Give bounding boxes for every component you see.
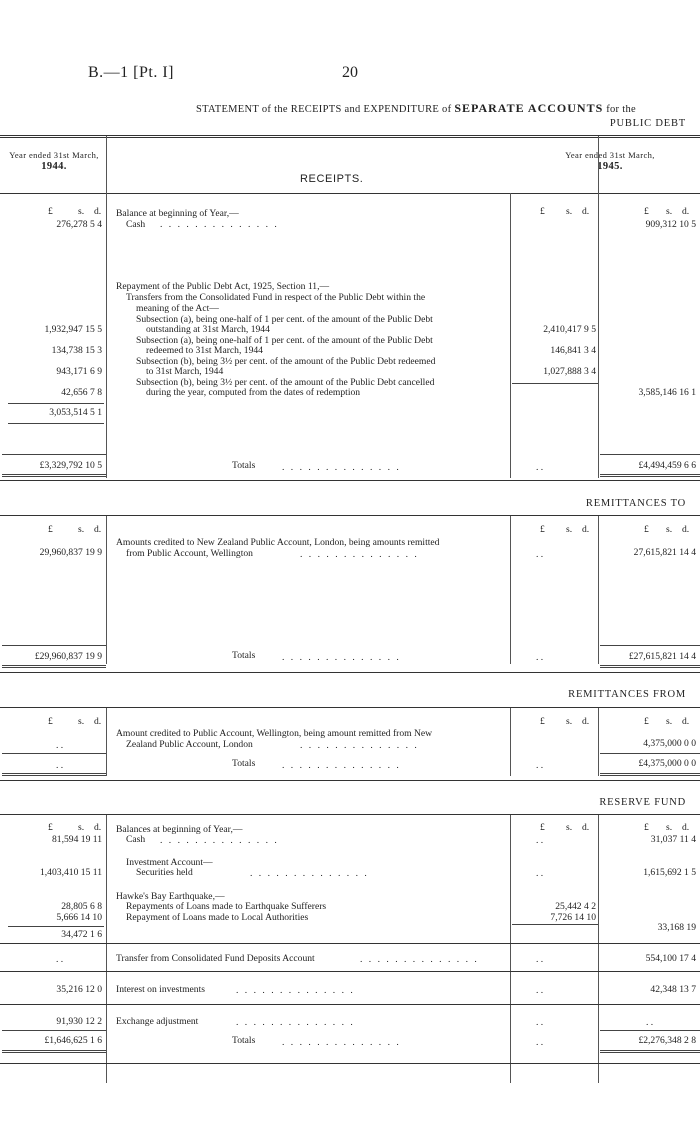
transfers-line2: meaning of the Act— xyxy=(136,303,219,314)
leader-dots: . . . . . . . . . . . . . . xyxy=(236,985,355,996)
leader-dots: . . . . . . . . . . . . . . xyxy=(300,740,419,751)
sub-b2-1944: 42,656 7 8 xyxy=(61,387,102,398)
remit-from-line2: Zealand Public Account, London xyxy=(126,739,253,750)
col-rule xyxy=(106,815,107,1083)
rule xyxy=(2,454,106,455)
table-top-rule xyxy=(0,135,700,138)
leader: . . xyxy=(646,1017,654,1028)
rule xyxy=(2,753,106,754)
leader-dots: . . . . . . . . . . . . . . xyxy=(160,835,279,846)
col-rule xyxy=(510,516,511,664)
rule xyxy=(2,773,106,776)
leader-dots: . . . . . . . . . . . . . . xyxy=(250,868,369,879)
leader-dots: . . . . . . . . . . . . . . xyxy=(236,1017,355,1028)
currency-s: s. xyxy=(78,716,85,727)
leader-dots: . . . . . . . . . . . . . . xyxy=(360,954,479,965)
rule xyxy=(600,474,700,477)
leader-dots: . . . . . . . . . . . . . . xyxy=(282,1037,401,1048)
sub-b1-line1: Subsection (b), being 3½ per cent. of the amount of the Public Debt redeemed xyxy=(136,356,436,367)
remit-from-total-1945: £4,375,000 0 0 xyxy=(638,758,696,769)
col-rule xyxy=(598,454,599,478)
header-rule xyxy=(0,193,700,194)
repay-heading: Repayment of the Public Debt Act, 1925, Section 11,— xyxy=(116,281,330,292)
currency-pound: £ xyxy=(644,206,649,217)
currency-s: s. xyxy=(566,524,573,535)
sub-a2-1945: 146,841 3 4 xyxy=(550,345,596,356)
reserve-total-1945: £2,276,348 2 8 xyxy=(638,1035,696,1046)
currency-d: d. xyxy=(582,822,590,833)
remit-from-1945: 4,375,000 0 0 xyxy=(643,738,696,749)
securities-1944: 1,403,410 15 11 xyxy=(39,867,102,878)
rule xyxy=(600,454,700,455)
exchange-1944: 91,930 12 2 xyxy=(56,1016,102,1027)
rule xyxy=(512,924,598,925)
col-rule xyxy=(106,516,107,664)
currency-d: d. xyxy=(682,524,690,535)
cash-row xyxy=(126,219,145,230)
hawkes-subtotal-1944: 34,472 1 6 xyxy=(61,929,102,940)
currency-pound: £ xyxy=(644,822,649,833)
leader: . . xyxy=(56,760,64,771)
totals-label: Totals xyxy=(232,650,256,661)
subtotal-rule-1944 xyxy=(8,403,104,404)
row-rule xyxy=(0,943,700,944)
col-rule xyxy=(106,454,107,478)
reserve-fund-title: RESERVE FUND xyxy=(599,797,686,808)
remit-from-line1: Amount credited to Public Account, Wellington, being amount remitted from New xyxy=(116,728,433,739)
statement-heading xyxy=(196,101,636,116)
interest-label: Interest on investments xyxy=(116,984,205,995)
leader: . . xyxy=(536,549,544,560)
sub-b2-line2: during the year, computed from the dates of redemption xyxy=(146,387,361,398)
leader: . . xyxy=(536,868,544,879)
subtotal-rule-1944b xyxy=(8,423,104,424)
sub-a1-line2: outstanding at 31st March, 1944 xyxy=(146,324,270,335)
totals-label: Totals xyxy=(232,758,256,769)
section-rule xyxy=(0,814,700,815)
leader: . . xyxy=(536,1037,544,1048)
column-header-1945-year: 1945. xyxy=(597,161,623,172)
currency-pound: £ xyxy=(48,822,53,833)
transfer-1945: 554,100 17 4 xyxy=(645,953,696,964)
remittances-to-title: REMITTANCES TO xyxy=(585,498,686,509)
section-rule xyxy=(0,707,700,708)
currency-d: d. xyxy=(94,206,102,217)
local-1945: 7,726 14 10 xyxy=(550,912,596,923)
local-1944: 5,666 14 10 xyxy=(56,912,102,923)
sub-a2-line2: redeemed to 31st March, 1944 xyxy=(146,345,263,356)
column-header-1945-label: Year ended 31st March, xyxy=(565,150,655,160)
remit-to-total-1945: £27,615,821 14 4 xyxy=(628,651,696,662)
currency-s: s. xyxy=(666,524,673,535)
leader-dots: . . . . . . . . . . . . . . xyxy=(160,219,279,230)
col-rule xyxy=(510,708,511,776)
leader: . . xyxy=(536,985,544,996)
row-rule xyxy=(0,1004,700,1005)
reserve-cash-label: Cash xyxy=(126,834,146,845)
section-rule xyxy=(0,672,700,673)
rule xyxy=(2,645,106,646)
remit-to-line2: from Public Account, Wellington xyxy=(126,548,253,559)
section-rule xyxy=(0,515,700,516)
currency-pound: £ xyxy=(48,716,53,727)
column-header-1944-label: Year ended 31st March, xyxy=(9,150,99,160)
col-rule xyxy=(510,454,511,478)
sub-a2-1944: 134,738 15 3 xyxy=(51,345,102,356)
totals-label: Totals xyxy=(232,1035,256,1046)
section-rule xyxy=(0,780,700,781)
column-header-1945 xyxy=(520,150,700,172)
currency-s: s. xyxy=(566,206,573,217)
rule xyxy=(600,645,700,646)
cash-1944: 276,278 5 4 xyxy=(56,219,102,230)
currency-s: s. xyxy=(666,822,673,833)
sub-a1-line1: Subsection (a), being one-half of 1 per cent. of the amount of the Public Debt xyxy=(136,314,433,325)
leader: . . xyxy=(536,835,544,846)
rule xyxy=(600,753,700,754)
currency-pound: £ xyxy=(644,716,649,727)
remit-to-1944: 29,960,837 19 9 xyxy=(39,547,102,558)
exchange-label: Exchange adjustment xyxy=(116,1016,199,1027)
reserve-cash-1944: 81,594 19 11 xyxy=(51,834,102,845)
currency-s: s. xyxy=(566,716,573,727)
col-rule xyxy=(598,516,599,664)
statement-subtitle: PUBLIC DEBT xyxy=(609,118,686,129)
interest-1945: 42,348 13 7 xyxy=(650,984,696,995)
total-1944: £3,329,792 10 5 xyxy=(39,460,102,471)
rule xyxy=(2,474,106,477)
subtotal-1945: 3,585,146 16 1 xyxy=(638,387,696,398)
currency-d: d. xyxy=(682,822,690,833)
reserve-balance-label: Balances at beginning of Year,— xyxy=(116,824,243,835)
remit-to-line1: Amounts credited to New Zealand Public Account, London, being amounts remitted xyxy=(116,537,440,548)
sub-b1-line2: to 31st March, 1944 xyxy=(146,366,224,377)
currency-pound: £ xyxy=(540,822,545,833)
totals-label: Totals xyxy=(232,460,256,471)
rule xyxy=(2,1050,106,1053)
currency-d: d. xyxy=(682,716,690,727)
column-header-1944-year: 1944. xyxy=(41,161,67,172)
leader: . . xyxy=(536,462,544,473)
currency-s: s. xyxy=(78,206,85,217)
currency-pound: £ xyxy=(540,524,545,535)
statement-bold: SEPARATE ACCOUNTS xyxy=(454,101,604,115)
sufferers-1944: 28,805 6 8 xyxy=(61,901,102,912)
currency-d: d. xyxy=(682,206,690,217)
securities-1945: 1,615,692 1 5 xyxy=(643,867,696,878)
leader: . . xyxy=(536,1017,544,1028)
leader-dots: . . . . . . . . . . . . . . xyxy=(282,760,401,771)
currency-d: d. xyxy=(582,716,590,727)
document-reference: B.—1 [Pt. I] xyxy=(88,64,174,81)
currency-d: d. xyxy=(94,524,102,535)
sub-b2-line1: Subsection (b), being 3½ per cent. of the amount of the Public Debt cancelled xyxy=(136,377,435,388)
hawkes-subtotal-1945: 33,168 19 xyxy=(657,922,696,933)
page-number: 20 xyxy=(342,64,358,81)
column-header-1944 xyxy=(4,150,104,172)
currency-s: s. xyxy=(666,206,673,217)
rule xyxy=(600,1030,700,1031)
securities-label: Securities held xyxy=(136,867,193,878)
transfers-line1: Transfers from the Consolidated Fund in respect of the Public Debt within the xyxy=(126,292,426,303)
currency-d: d. xyxy=(94,716,102,727)
local-authorities-label: Repayment of Loans made to Local Authorities xyxy=(126,912,309,923)
currency-d: d. xyxy=(582,524,590,535)
rule xyxy=(2,1030,106,1031)
currency-s: s. xyxy=(78,524,85,535)
remittances-from-title: REMITTANCES FROM xyxy=(568,689,686,700)
leader: . . xyxy=(536,652,544,663)
currency-pound: £ xyxy=(644,524,649,535)
leader: . . xyxy=(56,740,64,751)
leader-dots: . . . . . . . . . . . . . . xyxy=(282,652,401,663)
col-rule xyxy=(106,708,107,776)
subtotal-rule-1945 xyxy=(512,383,598,384)
currency-s: s. xyxy=(78,822,85,833)
col-rule xyxy=(510,815,511,1083)
row-rule xyxy=(0,971,700,972)
leader-dots: . . . . . . . . . . . . . . xyxy=(300,549,419,560)
reserve-cash-1945: 31,037 11 4 xyxy=(650,834,696,845)
rule xyxy=(8,926,104,927)
cash-label: Cash xyxy=(126,219,146,230)
leader: . . xyxy=(536,760,544,771)
sub-a1-1944: 1,932,947 15 5 xyxy=(44,324,102,335)
leader: . . xyxy=(536,954,544,965)
currency-pound: £ xyxy=(48,206,53,217)
sub-b1-1944: 943,171 6 9 xyxy=(56,366,102,377)
sub-b1-1945: 1,027,888 3 4 xyxy=(543,366,596,377)
leader-dots: . . . . . . . . . . . . . . xyxy=(282,462,401,473)
hawkes-bay-label: Hawke's Bay Earthquake,— xyxy=(116,891,225,902)
rule xyxy=(600,665,700,668)
reserve-total-1944: £1,646,625 1 6 xyxy=(44,1035,102,1046)
currency-pound: £ xyxy=(540,716,545,727)
col-rule-1 xyxy=(106,136,107,454)
total-1945: £4,494,459 6 6 xyxy=(638,460,696,471)
investment-label: Investment Account— xyxy=(126,857,213,868)
currency-d: d. xyxy=(582,206,590,217)
section-rule xyxy=(0,480,700,481)
currency-d: d. xyxy=(94,822,102,833)
sub-a1-1945: 2,410,417 9 5 xyxy=(543,324,596,335)
receipts-heading: RECEIPTS. xyxy=(300,173,364,185)
currency-s: s. xyxy=(666,716,673,727)
col-rule-3 xyxy=(598,136,599,454)
sub-a2-line1: Subsection (a), being one-half of 1 per cent. of the amount of the Public Debt xyxy=(136,335,433,346)
transfer-label: Transfer from Consolidated Fund Deposits Account xyxy=(116,953,315,964)
section-rule xyxy=(0,1063,700,1064)
col-rule xyxy=(598,815,599,1083)
cash-1945: 909,312 10 5 xyxy=(645,219,696,230)
currency-pound: £ xyxy=(48,524,53,535)
statement-text: STATEMENT of the RECEIPTS and EXPENDITURE of xyxy=(196,104,452,115)
balance-label: Balance at beginning of Year,— xyxy=(116,208,239,219)
col-rule xyxy=(598,708,599,776)
currency-s: s. xyxy=(566,822,573,833)
remit-to-total-1944: £29,960,837 19 9 xyxy=(34,651,102,662)
sufferers-label: Repayments of Loans made to Earthquake Sufferers xyxy=(126,901,327,912)
currency-pound: £ xyxy=(540,206,545,217)
leader: . . xyxy=(56,954,64,965)
rule xyxy=(2,665,106,668)
subtotal-1944: 3,053,514 5 1 xyxy=(49,407,102,418)
statement-end: for the xyxy=(606,104,636,115)
sufferers-1945: 25,442 4 2 xyxy=(555,901,596,912)
remit-to-1945: 27,615,821 14 4 xyxy=(633,547,696,558)
rule xyxy=(600,1050,700,1053)
interest-1944: 35,216 12 0 xyxy=(56,984,102,995)
rule xyxy=(600,773,700,776)
